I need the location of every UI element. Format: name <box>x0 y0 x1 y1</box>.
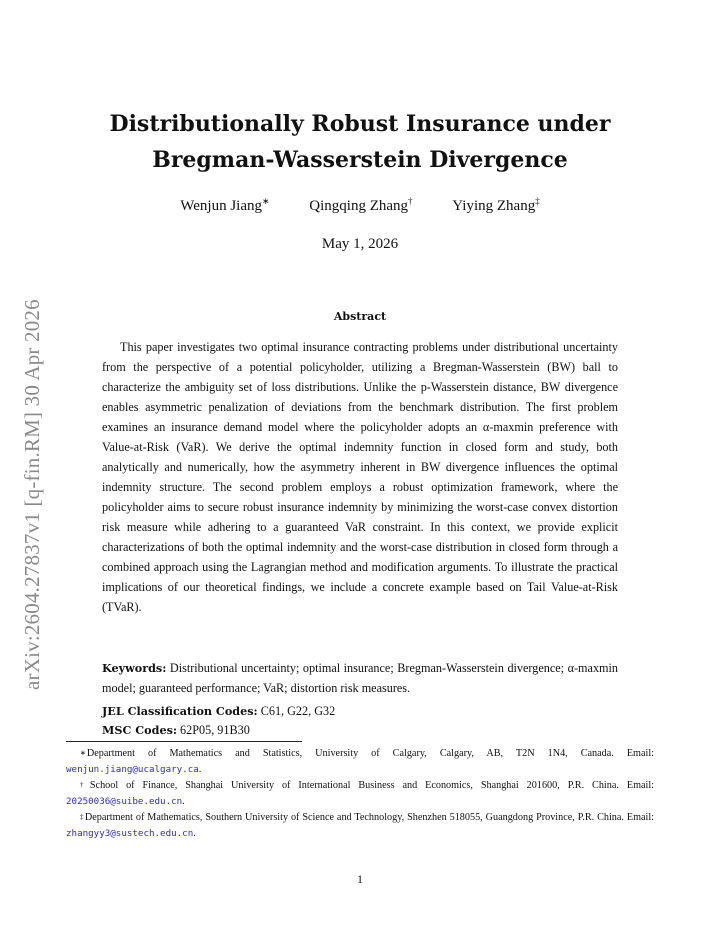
footnote-2 <box>66 778 654 810</box>
author-3 <box>452 198 539 214</box>
footnotes <box>66 746 654 842</box>
footnote-2-mark: † <box>80 781 89 789</box>
author-2 <box>309 198 412 214</box>
abstract-heading: Abstract <box>333 310 387 323</box>
footnote-1-mark: ∗ <box>80 749 86 757</box>
author-3-name: Yiying Zhang <box>452 198 536 214</box>
footnote-3-text: Department of Mathematics, Southern University of Science and Technology, Shenzhen 518055, Guangdong Province, P.R. China. Email: <box>84 812 655 823</box>
page-number: 1 <box>357 872 363 886</box>
author-1-name: Wenjun Jiang <box>180 198 262 214</box>
arxiv-identifier-stamp: arXiv:2604.27837v1 [q-fin.RM] 30 Apr 2026 <box>20 299 44 690</box>
author-2-footnote-mark[interactable]: † <box>408 196 413 206</box>
footnote-3-mark: ‡ <box>80 813 84 821</box>
footnote-1-tail: . <box>198 764 202 775</box>
msc-codes-section <box>102 720 618 740</box>
title-line-2: Bregman-Wasserstein Divergence <box>152 147 568 173</box>
jel-label: JEL Classification Codes: <box>102 704 258 718</box>
title-line-1: Distributionally Robust Insurance under <box>109 111 611 137</box>
footnote-2-email-link[interactable]: 20250036@suibe.edu.cn <box>66 796 183 807</box>
abstract-body: This paper investigates two optimal insurance contracting problems under distributional uncertainty from the perspective of a potential policyholder, utilizing a Bregman-Wasserstein (BW) ball to characterize the ambiguity set of loss distributions. Unlike the p-Wasserstein distance, BW divergence enables asymmetric penalization of deviations from the benchmark distribution. The first problem examines an insurance demand model where the policyholder adopts an α-maxmin preference with Value-at-Risk (VaR). We derive the optimal indemnity function in closed form and study, both analytically and numerically, how the asymmetry inherent in BW divergence influences the optimal indemnity structure. The second problem employs a robust optimization framework, where the policyholder aims to secure robust insurance indemnity by minimizing the worst-case convex distortion risk measure while adhering to a guaranteed VaR constraint. In this context, we provide explicit characterizations of both the optimal indemnity and the worst-case distribution in closed form through a combined approach using the Lagrangian method and modification arguments. To illustrate the practical implications of our theoretical findings, we include a concrete example based on Tail Value-at-Risk (TVaR). <box>102 340 618 614</box>
footnote-1-email-link[interactable]: wenjun.jiang@ucalgary.ca <box>66 764 199 775</box>
footnote-1 <box>66 746 654 778</box>
keywords-label: Keywords: <box>102 661 167 675</box>
author-1-footnote-mark[interactable]: ∗ <box>261 196 270 206</box>
author-1 <box>180 198 269 214</box>
footnote-3-tail: . <box>193 828 196 839</box>
footnote-divider <box>66 741 302 742</box>
footnote-3-email-link[interactable]: zhangyy3@sustech.edu.cn <box>66 828 194 839</box>
msc-label: MSC Codes: <box>102 723 177 737</box>
jel-codes: C61, G22, G32 <box>260 704 336 718</box>
paper-title <box>100 106 620 178</box>
author-list <box>100 198 620 215</box>
msc-codes: 62P05, 91B30 <box>180 723 250 737</box>
author-2-name: Qingqing Zhang <box>309 198 409 214</box>
footnote-2-text: School of Finance, Shanghai University of International Business and Economics, Shanghai 201600, P.R. China. Email: <box>89 780 655 791</box>
author-3-footnote-mark[interactable]: ‡ <box>535 196 540 206</box>
jel-codes-section <box>102 701 618 721</box>
footnote-1-text: Department of Mathematics and Statistics, University of Calgary, Calgary, AB, T2N 1N4, Canada. Email: <box>86 748 654 759</box>
keywords-section <box>102 658 618 698</box>
footnote-3 <box>66 810 654 842</box>
publication-date: May 1, 2026 <box>321 236 399 252</box>
footnote-2-tail: . <box>182 796 185 807</box>
keywords-text: Distributional uncertainty; optimal insurance; Bregman-Wasserstein divergence; α-maxmin model; guaranteed performance; VaR; distortion risk measures. <box>102 661 618 695</box>
